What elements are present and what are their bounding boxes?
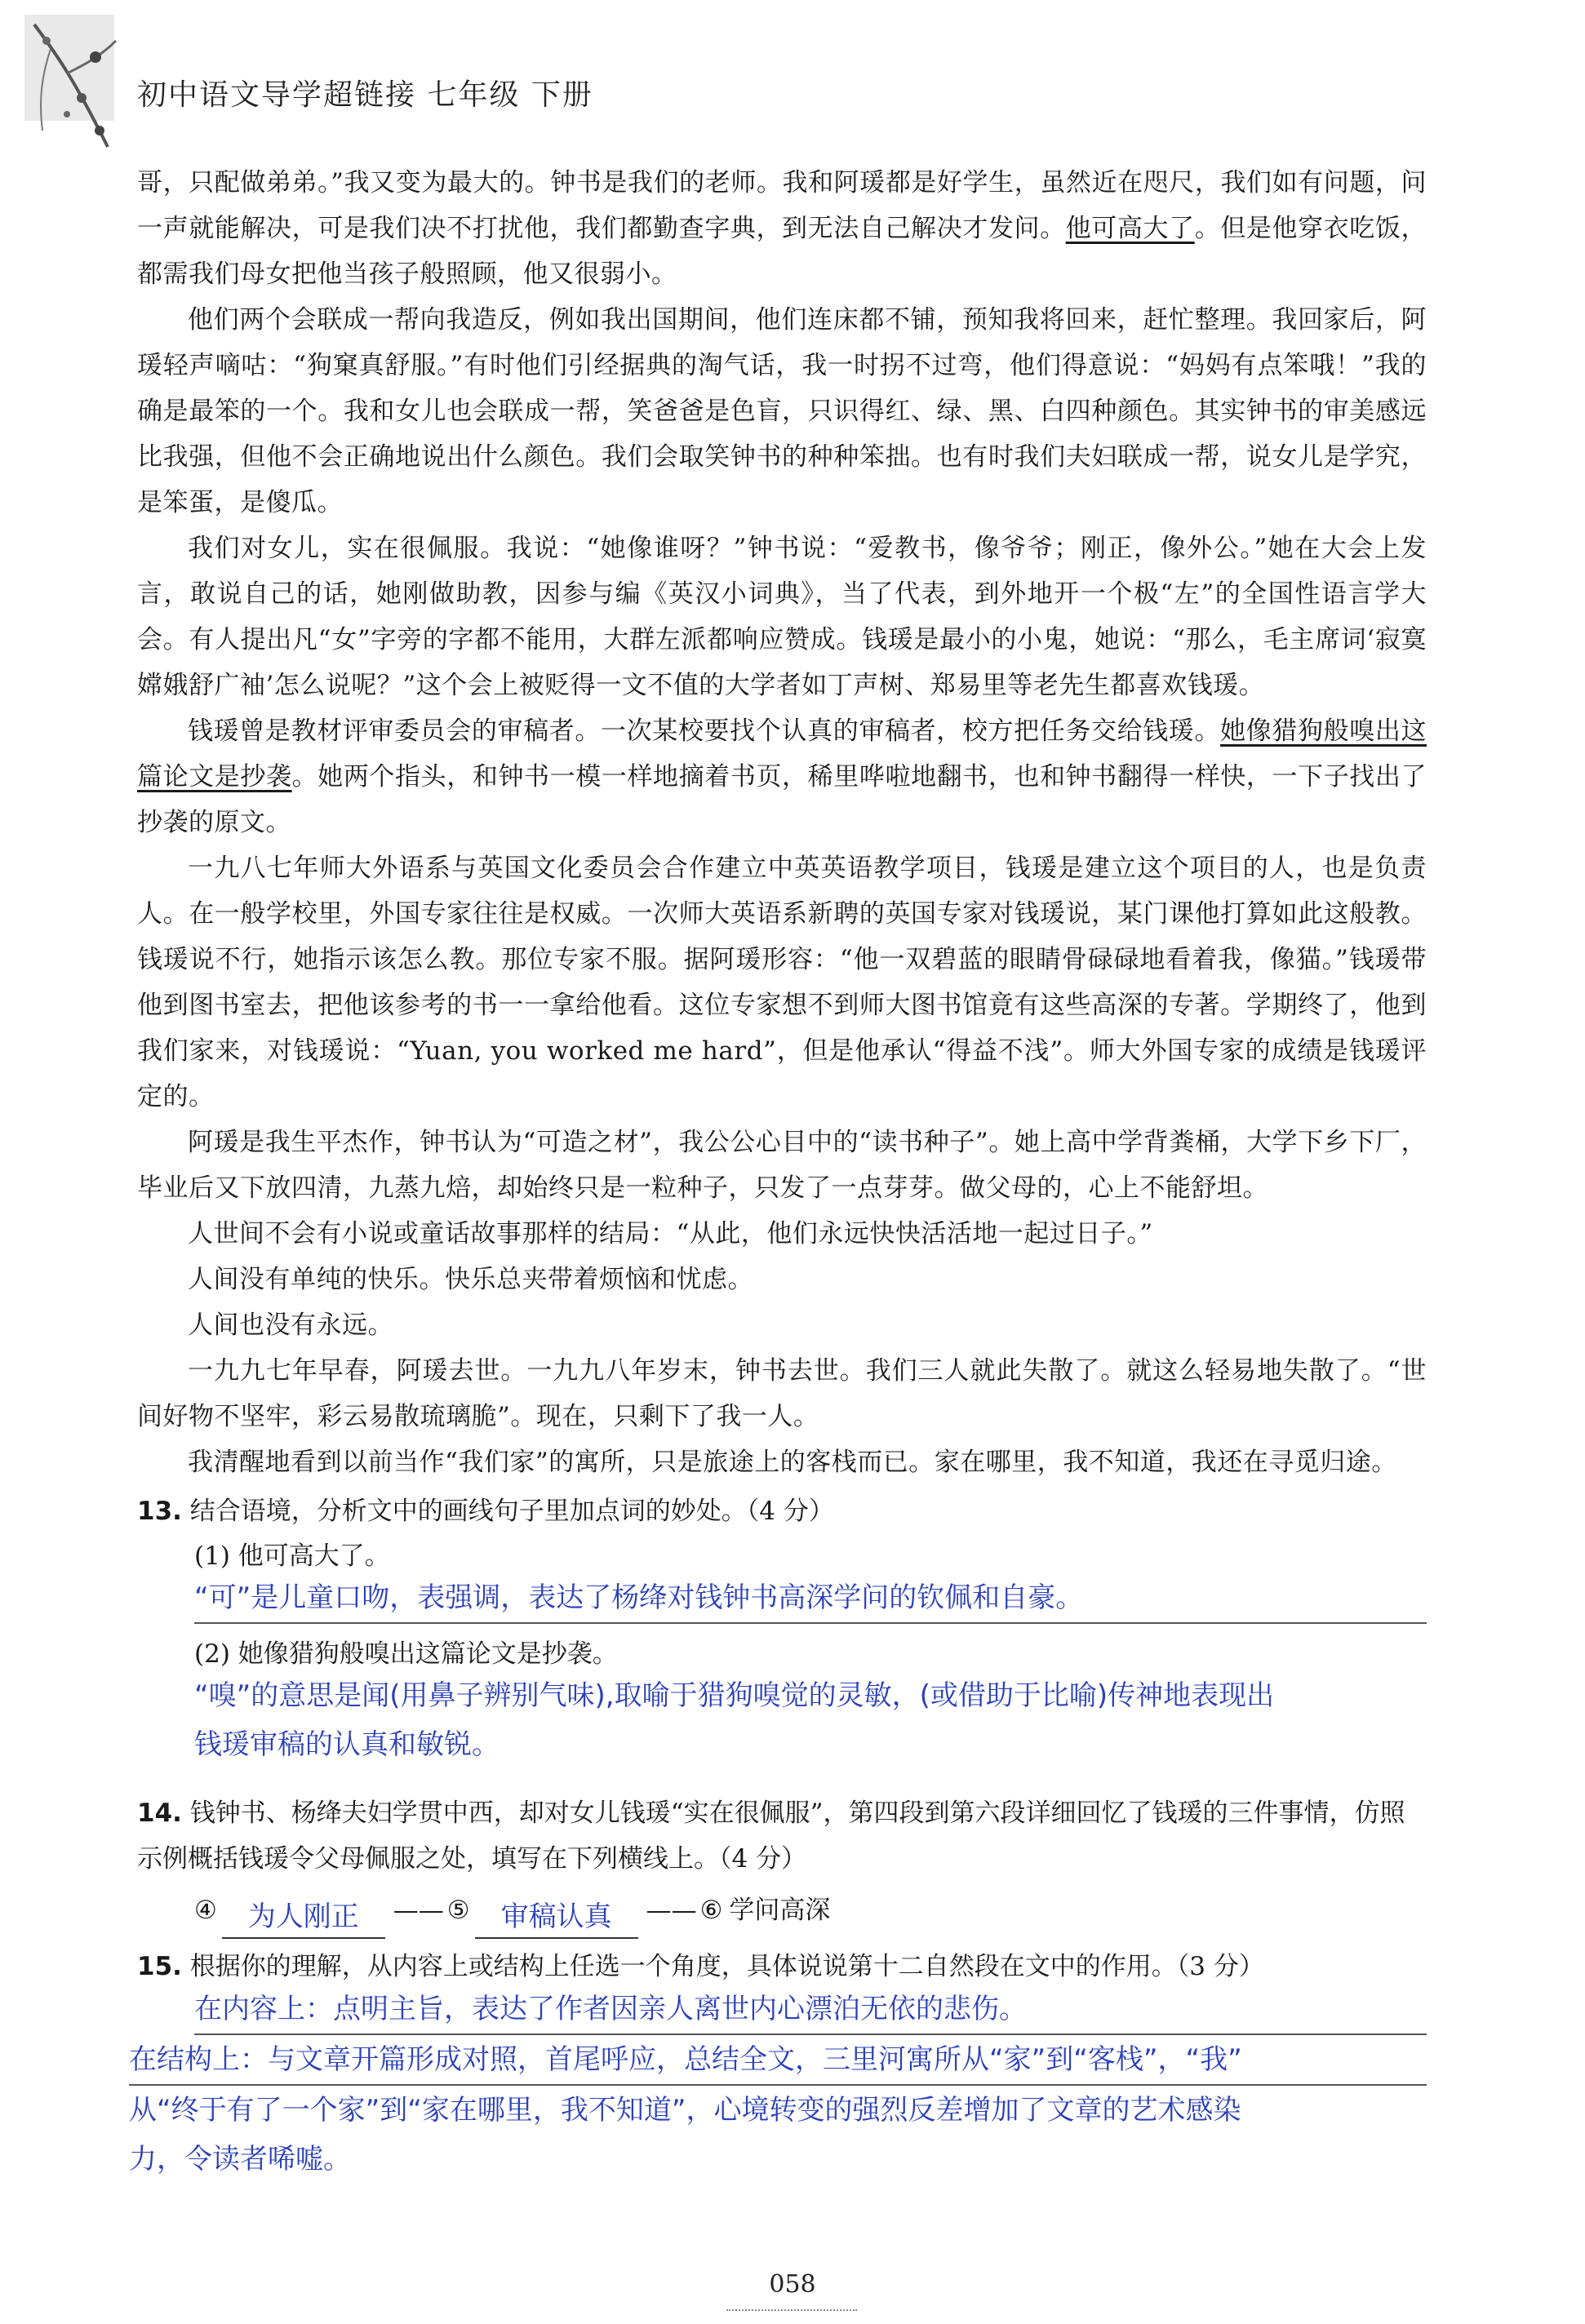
q13-sub1-answer: “可”是儿童口吻，表强调，表达了杨绛对钱钟书高深学问的钦佩和自豪。 <box>194 1573 1427 1624</box>
circled-6: ⑥ <box>699 1896 723 1925</box>
circled-4: ④ <box>194 1896 217 1925</box>
paragraph-text: 人间也没有永远。 <box>188 1311 393 1340</box>
underlined-sentence: 他可高大了 <box>1065 214 1195 243</box>
q14-example-6: 学问高深 <box>729 1896 831 1925</box>
book-title: 初中语文导学超链接 七年级 下册 <box>137 78 593 112</box>
article-paragraph <box>137 1348 1427 1439</box>
question-text: 钱钟书、杨绛夫妇学贯中西，却对女儿钱瑗“实在很佩服”，第四段到第六段详细回忆了钱瑗的三件事情，仿照示例概括钱瑗令父母佩服之处，填写在下列横线上。（4 分） <box>137 1798 1405 1874</box>
plum-blossom-decoration-icon <box>18 8 124 163</box>
q13-sub2-answer-line1: “嗅”的意思是闻(用鼻子辨别气味),取喻于猎狗嗅觉的灵敏，(或借助于比喻)传神地表现出 <box>194 1679 1275 1712</box>
paragraph-text: 我们对女儿，实在很佩服。我说：“她像谁呀？”钟书说：“爱教书，像爷爷；刚正，像外公。”她在大会上发言，敢说自己的话，她刚做助教，因参与编《英汉小词典》，当了代表，到外地开一个极“左”的全国性语言学大会。有人提出凡“女”字旁的字都不能用，大群左派都响应赞成。钱瑗是最小的小鬼，她说：“那么，毛主席词‘寂寞嫦娥舒广袖’怎么说呢？”这个会上被贬得一文不值的大学者如丁声树、郑易里等老先生都喜欢钱瑗。 <box>137 534 1427 700</box>
article-paragraphs <box>137 160 1427 1485</box>
article-paragraph <box>137 1257 1427 1302</box>
article-paragraph <box>137 1211 1427 1257</box>
q14-blank-5[interactable]: 审稿认真 <box>475 1896 638 1939</box>
dash: —— <box>393 1896 444 1925</box>
paragraph-text: 人间没有单纯的快乐。快乐总夹带着烦恼和忧虑。 <box>188 1265 753 1294</box>
q13-sub2-answer-line2: 钱瑗审稿的认真和敏锐。 <box>194 1728 499 1761</box>
circled-5: ⑤ <box>446 1896 470 1925</box>
paragraph-text: 。但是他穿衣吃饭，都需我们母女把他当孩子般照顾，他又很弱小。 <box>137 214 1427 289</box>
question-number: 14. <box>137 1798 182 1828</box>
question-14-title <box>137 1790 1427 1882</box>
paragraph-text: 。她两个指头，和钟书一模一样地摘着书页，稀里哗啦地翻书，也和钟书翻得一样快，一下子找出了抄袭的原文。 <box>137 762 1427 837</box>
body-text <box>129 160 1427 2184</box>
question-text: 根据你的理解，从内容上或结构上任选一个角度，具体说说第十二自然段在文中的作用。（3 分） <box>189 1952 1264 1981</box>
paragraph-text: 哥，只配做弟弟。”我又变为最大的。钟书是我们的老师。我和阿瑗都是好学生，虽然近在咫尺，我们如有问题，问一声就能解决，可是我们决不打扰他，我们都勤查字典，到无法自己解决才发问。 <box>137 168 1427 243</box>
paragraph-text: 一九九七年早春，阿瑗去世。一九九八年岁末，钟书去世。我们三人就此失散了。就这么轻易地失散了。“世间好物不坚牢，彩云易散琉璃脆”。现在，只剩下了我一人。 <box>137 1356 1427 1431</box>
page-number: 058 <box>769 2270 816 2299</box>
paragraph-text: 他们两个会联成一帮向我造反，例如我出国期间，他们连床都不铺，预知我将回来，赶忙整理。我回家后，阿瑗轻声嘀咕：“狗窠真舒服。”有时他们引经据典的淘气话，我一时拐不过弯，他们得意说：“妈妈有点笨哦！”我的确是最笨的一个。我和女儿也会联成一帮，笑爸爸是色盲，只识得红、绿、黑、白四种颜色。其实钟书的审美感远比我强，但他不会正确地说出什么颜色。我们会取笑钟书的种种笨拙。也有时我们夫妇联成一帮，说女儿是学究，是笨蛋，是傻瓜。 <box>137 305 1427 517</box>
paragraph-text: 我清醒地看到以前当作“我们家”的寓所，只是旅途上的客栈而已。家在哪里，我不知道，我还在寻觅归途。 <box>188 1448 1397 1477</box>
question-14 <box>137 1790 1427 1939</box>
article-paragraph <box>137 297 1427 526</box>
article-paragraph <box>137 1302 1427 1348</box>
article-paragraph <box>137 845 1427 1120</box>
paragraph-text: 钱瑗曾是教材评审委员会的审稿者。一次某校要找个认真的审稿者，校方把任务交给钱瑗。 <box>188 716 1221 746</box>
question-number: 13. <box>137 1497 182 1526</box>
question-13-title <box>137 1488 1427 1534</box>
q15-answer-line1: 在内容上：点明主旨，表达了作者因亲人离世内心漂泊无依的悲伤。 <box>194 1985 1427 2035</box>
article-paragraph <box>137 1439 1427 1485</box>
q15-answer-line4: 力，令读者唏嘘。 <box>129 2143 351 2175</box>
article-paragraph <box>137 160 1427 297</box>
question-15 <box>129 1944 1427 2184</box>
q13-sub2-label: (2) 她像猎狗般嗅出这篇论文是抄袭。 <box>194 1639 618 1669</box>
paragraph-text: 一九八七年师大外语系与英国文化委员会合作建立中英英语教学项目，钱瑗是建立这个项目的人，也是负责人。在一般学校里，外国专家往往是权威。一次师大英语系新聘的英国专家对钱瑗说，某门课他打算如此这般教。钱瑗说不行，她指示该怎么教。那位专家不服。据阿瑗形容：“他一双碧蓝的眼睛骨碌碌地看着我，像猫。”钱瑗带他到图书室去，把他该参考的书一一拿给他看。这位专家想不到师大图书馆竟有这些高深的专著。学期终了，他到我们家来，对钱瑗说：“Yuan, you worked me hard”，但是他承认“得益不浅”。师大外国专家的成绩是钱瑗评定的。 <box>137 854 1427 1111</box>
q13-sub1-label: (1) 他可高大了。 <box>194 1541 390 1571</box>
q14-blanks <box>194 1882 1427 1939</box>
question-13 <box>137 1488 1427 1769</box>
article-paragraph <box>137 1120 1427 1211</box>
dash: —— <box>646 1896 697 1925</box>
q15-answer-line3: 从“终于有了一个家”到“家在哪里，我不知道”，心境转变的强烈反差增加了文章的艺术感染 <box>129 2094 1241 2127</box>
paragraph-text: 阿瑗是我生平杰作，钟书认为“可造之材”，我公公心目中的“读书种子”。她上高中学背粪桶，大学下乡下厂，毕业后又下放四清，九蒸九焙，却始终只是一粒种子，只发了一点芽芽。做父母的，心上不能舒坦。 <box>137 1128 1427 1203</box>
article-paragraph <box>137 708 1427 845</box>
underlined-sentence: 她像猎狗般嗅出这篇论文是抄袭 <box>137 716 1427 792</box>
paragraph-text: 人世间不会有小说或童话故事那样的结局：“从此，他们永远快快活活地一起过日子。” <box>188 1219 1153 1248</box>
question-15-title <box>137 1944 1427 1989</box>
question-text: 结合语境，分析文中的画线句子里加点词的妙处。（4 分） <box>189 1497 834 1526</box>
article-paragraph <box>137 526 1427 708</box>
page-number-dots <box>726 2309 857 2311</box>
q14-blank-4[interactable]: 为人刚正 <box>222 1896 385 1939</box>
question-number: 15. <box>137 1952 182 1981</box>
q15-answer-line2: 在结构上：与文章开篇形成对照，首尾呼应，总结全文，三里河寓所从“家”到“客栈”，“我” <box>129 2035 1427 2086</box>
